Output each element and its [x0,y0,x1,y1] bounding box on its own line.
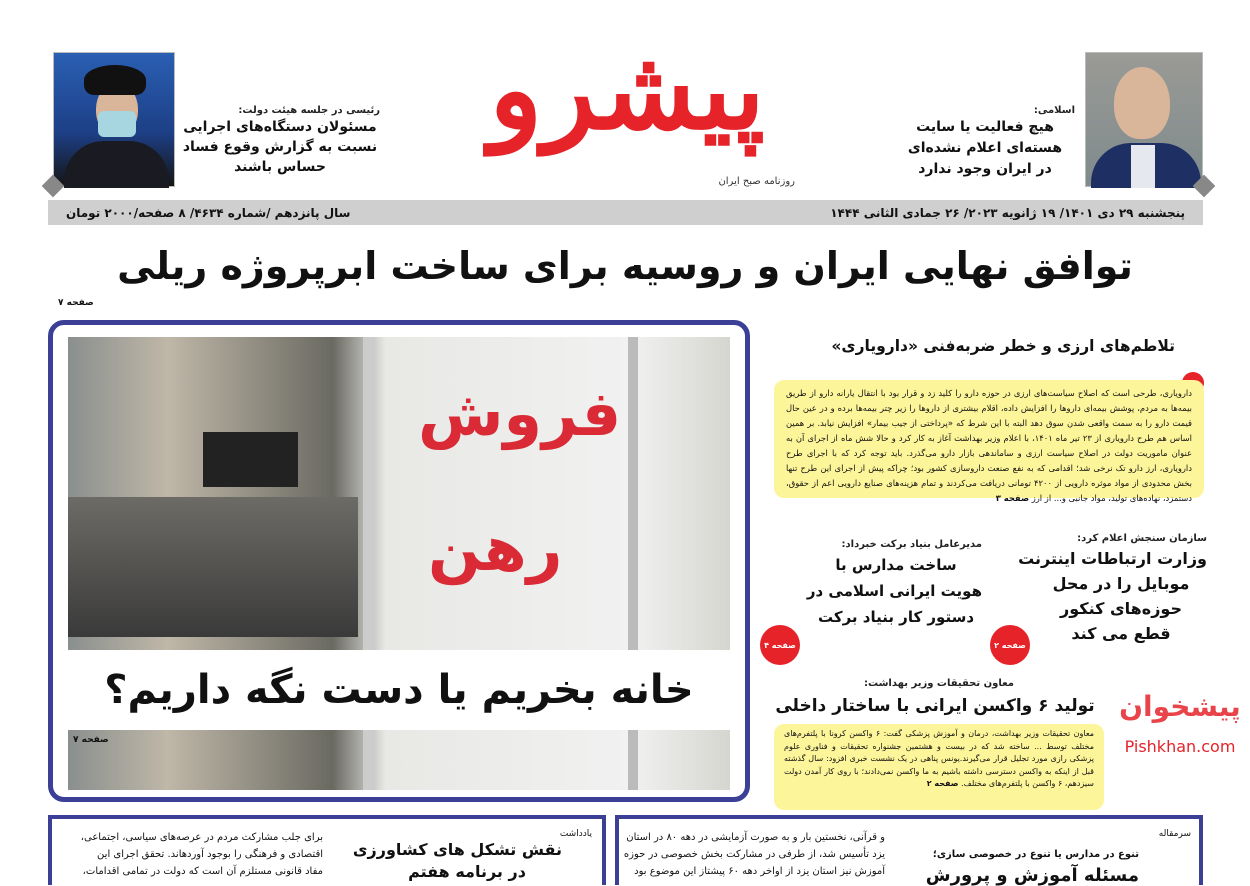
kicker: تنوع در مدارس یا تنوع در خصوصی سازی؛ [932,849,1139,860]
school-story[interactable] [806,538,982,630]
logo-text: پیشرو [489,25,765,154]
title-line: وزارت ارتباطات اینترنت [1018,549,1207,568]
title-line: هویت ایرانی اسلامی در [806,582,982,600]
raisi-photo [53,52,175,187]
top-right-story[interactable] [895,104,1075,180]
newspaper-logo[interactable] [489,10,795,195]
watermark-text: Pishkhan.com [1124,737,1236,756]
vaccine-story-title[interactable]: تولید ۶ واکسن ایرانی با ساختار داخلی [775,696,1095,716]
title-line: مسئولان دستگاه‌های اجرایی [183,119,377,135]
title-line: دستور کار بنیاد برکت [817,608,975,626]
title-line: در برنامه هفتم [408,862,526,881]
feature-box[interactable] [48,320,750,802]
kicker: مدیرعامل بنیاد برکت خبرداد: [841,539,982,550]
top-left-story[interactable] [180,104,380,177]
note-text [58,829,323,880]
text-line: و قرآنی، نخستین بار و به صورت آزمایشی در دهه ۸۰ در استان [626,832,885,843]
text-line: یزد تأسیس شد، از طرفی در مشارکت بخش خصوصی در حوزه [623,849,885,860]
editorial-title: مسئله آموزش و پرورش [925,865,1139,886]
title-line: حوزه‌های کنکور [1060,599,1182,618]
body-text: دارویاری، طرحی است که اصلاح سیاست‌های ارزی در حوزه دارو را کلید زد و قرار بود با انتقال یارانه دارو از طریق بیمه‌ها به مردم، پوشش بیمه‌ای داروها را افزایش داده، اقلام بیشتری از داروها را زیر چتر بیمه‌ها برده و در عین حال قیمت دارو را به سمت واقعی شدن سوق دهد البته با این شرط که «پرداختی از جیب بیمار» افزایش نیابد. بر همین اساس هم طرح دارویاری از ۲۳ تیر ماه ۱۴۰۱، با اعلام وزیر بهداشت آغاز به کار کرد و حالا شش ماه از اجرای آن به عنوان ماموریت دولت در اصلاح سیاست ارزی و ساماندهی بازار دارو می‌گذرد. باید توجه کرد که با اجرای طرح دارویاری، ارز دارو تک نرخی شد؛ اقدامی که به نفع صنعت داروسازی کشور بود؛ چراکه پیش از اجرای این طرح تنها بخش محدودی از مواد موثره دارویی از ۴۲۰۰ تومانی دریافت می‌کردند و تمام هزینه‌های صنایع دارویی اعم از حقوق، دستمزد، نهاده‌های تولید، مواد جانبی و... از ارز [786,388,1193,503]
kicker: سازمان سنجش اعلام کرد: [1077,533,1207,544]
title-line: موبایل را در محل [1052,574,1190,593]
currency-story-body [774,380,1204,503]
text-line: آموزش نیز استان یزد از اواخر دهه ۶۰ پیشتاز این موضوع بود [634,866,885,877]
section-label: سرمقاله [1158,829,1191,839]
date-text: پنجشنبه ۲۹ دی ۱۴۰۱/ ۱۹ ژانویه ۲۰۲۳/ ۲۶ جمادی الثانی ۱۴۴۴ [830,205,1185,220]
page-ref: صفحه ۳ [995,493,1030,503]
title-line: قطع می کند [1071,624,1171,643]
kicker: معاون تحقیقات وزیر بهداشت: [864,678,1014,689]
internet-story[interactable] [1018,532,1207,646]
page-ref: صفحه ۷ [58,298,94,308]
section-label: یادداشت [559,829,592,839]
feature-headline[interactable]: خانه بخریم یا دست نگه داریم؟ [68,650,730,730]
title-line: هسته‌ای اعلام نشده‌ای [907,140,1063,156]
title-line: در ایران وجود ندارد [918,161,1052,177]
issue-info: سال پانزدهم /شماره ۴۶۳۴/ ۸ صفحه/۲۰۰۰ تومان [66,205,351,220]
title-line: نسبت به گزارش وقوع فساد [182,139,378,155]
eslami-photo [1085,52,1203,187]
title-line: ساخت مدارس با [835,556,957,574]
page-ref-badge[interactable]: صفحه ۲ [990,625,1030,665]
title-line: حساس باشند [234,159,326,175]
kicker: اسلامی: [1033,105,1075,116]
page-ref: صفحه ۲ [926,779,959,788]
main-headline[interactable]: توافق نهایی ایران و روسیه برای ساخت ابرپروژه ریلی [117,244,1133,288]
sign-text: رهن [428,512,563,585]
pishkhan-watermark [1112,690,1248,790]
note-title [352,839,562,883]
title-line: نقش تشکل های کشاورزی [352,840,562,859]
text-line: اقتصادی و فرهنگی را بوجود آوردهاند. تحقق اجرای این [97,849,323,860]
title-line: هیچ فعالیت یا سایت [916,119,1054,135]
text-line: مفاد قانونی مستلزم آن است که دولت در تمامی اقدامات، [82,866,323,877]
editorial-box[interactable] [615,815,1203,885]
kicker: رئیسی در جلسه هیئت دولت: [238,105,380,116]
page-ref: صفحه ۷ [73,735,109,745]
editorial-text [625,829,885,880]
sign-text: فروش [418,377,622,450]
logo-tagline: روزنامه صبح ایران [718,176,795,187]
note-box[interactable] [48,815,606,885]
watermark-logo: پیشخوان [1119,690,1241,723]
page-ref-badge[interactable]: صفحه ۴ [760,625,800,665]
date-bar [48,200,1203,225]
currency-story-title[interactable]: تلاطم‌های ارزی و خطر ضربه‌فنی «دارویاری» [831,337,1175,355]
text-line: برای جلب مشارکت مردم در عرصه‌های سیاسی، اجتماعی، [80,832,323,843]
body-text: معاون تحقیقات وزیر بهداشت، درمان و آموزش پزشکی گفت: ۶ واکسن کرونا با پلتفرم‌های مختلف توسط ... ساخته شد که در بیست و هشتمین جشنواره تحقیقات و فناوری علوم پزشکی رازی مورد تجلیل قرار می‌گیرند.یونس پناهی در یک نشست خبری افزود: سال گذشته قبل از اینکه به واکسن دسترسی داشته باشیم به ما واکسن نمی‌دادند؛ با روی کار آمدن دولت سیزدهم، ۶ واکسن با پلتفرم‌های مختلف. [784,729,1094,788]
vaccine-story-body [774,724,1104,810]
